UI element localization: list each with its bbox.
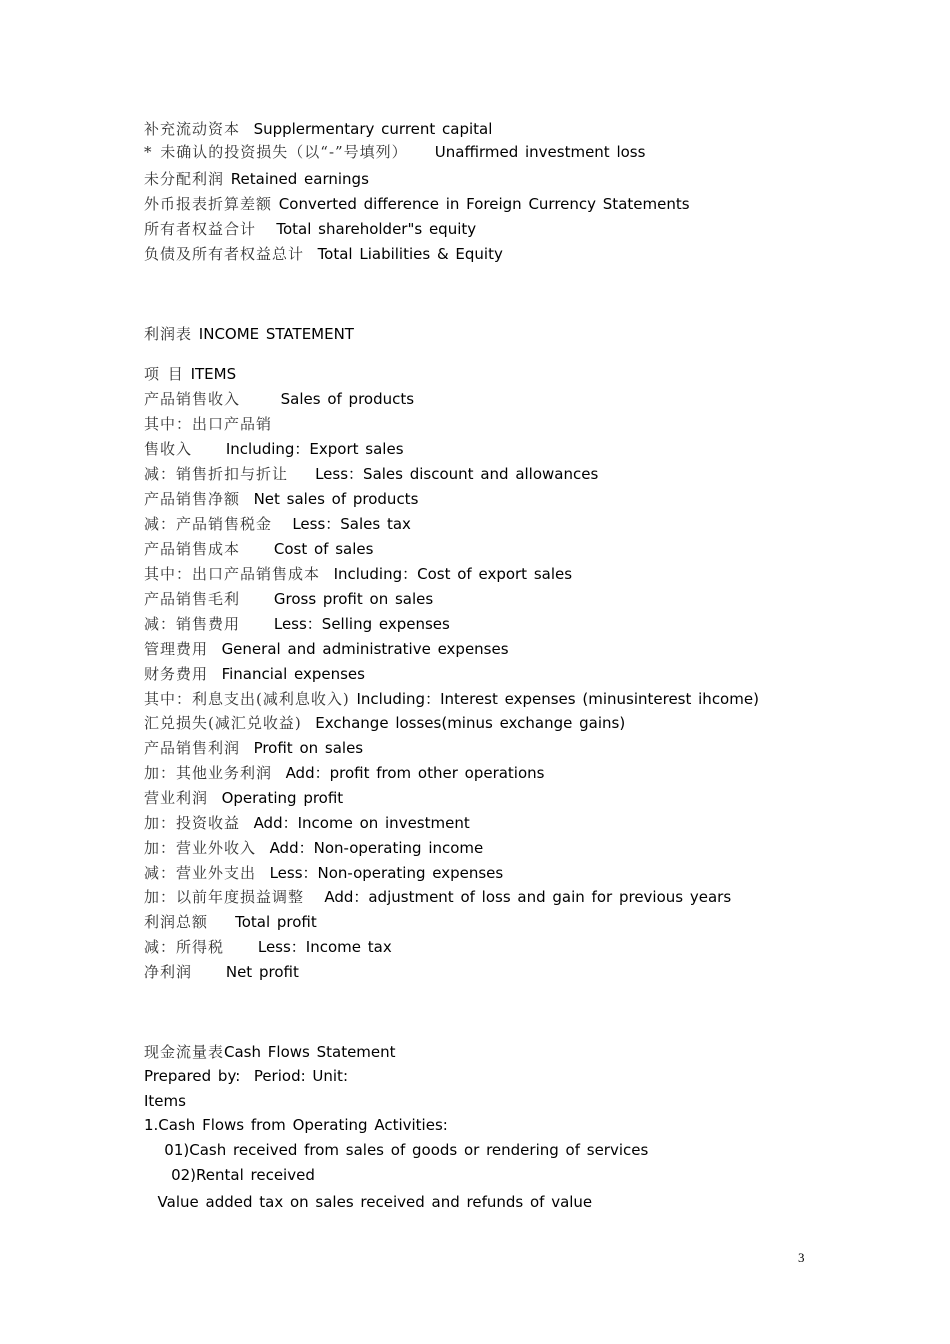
cash-flows-line: Prepared by: Period: Unit: — [144, 1067, 348, 1085]
income-line — [144, 514, 411, 534]
zh-term: 减：所得税 — [144, 938, 225, 956]
en-term: Net profit — [225, 963, 299, 981]
en-term: Total profit — [235, 913, 317, 931]
income-line — [144, 713, 625, 733]
income-line — [144, 564, 572, 584]
en-term: Including：Cost of export sales — [333, 565, 573, 583]
zh-term: 财务费用 — [144, 665, 209, 683]
income-line — [144, 589, 433, 609]
en-heading: INCOME STATEMENT — [198, 325, 354, 343]
en-term: Including：Interest expenses (minusinterest ihcome) — [356, 690, 759, 708]
income-line — [144, 763, 544, 783]
en-term: Total shareholder"s equity — [276, 220, 477, 238]
income-line — [144, 414, 272, 434]
cash-flows-heading — [144, 1042, 396, 1062]
en-term: Retained earnings — [230, 170, 369, 188]
en-term: Add：Non-operating income — [269, 839, 484, 857]
cash-flows-line: Items — [144, 1092, 186, 1110]
zh-term: 净利润 — [144, 963, 193, 981]
zh-term: 产品销售利润 — [144, 739, 241, 757]
en-term: Sales of products — [280, 390, 415, 408]
zh-term: 未分配利润 — [144, 170, 225, 188]
cash-flows-line: 02)Rental received — [144, 1166, 315, 1184]
income-line — [144, 389, 414, 409]
cash-flows-line: 1.Cash Flows from Operating Activities: — [144, 1116, 448, 1134]
zh-term: 补充流动资本 — [144, 120, 241, 138]
en-term: Add：Income on investment — [253, 814, 470, 832]
zh-term: 加：营业外收入 — [144, 839, 257, 857]
zh-term: 外币报表折算差额 — [144, 195, 273, 213]
income-line — [144, 664, 365, 684]
zh-term: 产品销售成本 — [144, 540, 241, 558]
balance-line — [144, 244, 503, 264]
income-line — [144, 364, 236, 384]
en-term: Net sales of products — [253, 490, 419, 508]
zh-term: 其中：出口产品销售成本 — [144, 565, 321, 583]
en-term: Financial expenses — [221, 665, 365, 683]
balance-line — [144, 119, 492, 139]
income-line — [144, 887, 731, 907]
cash-flows-line: 01)Cash received from sales of goods or rendering of services — [144, 1141, 649, 1159]
en-term: Add：profit from other operations — [285, 764, 545, 782]
income-line — [144, 788, 343, 808]
en-term: Add：adjustment of loss and gain for previous years — [324, 888, 732, 906]
en-term: Operating profit — [221, 789, 344, 807]
en-term: ITEMS — [190, 365, 237, 383]
zh-term: 售收入 — [144, 440, 193, 458]
balance-line — [144, 194, 690, 214]
income-line — [144, 489, 418, 509]
en-term: Exchange losses(minus exchange gains) — [315, 714, 626, 732]
en-term: Less：Income tax — [257, 938, 392, 956]
en-term: Less：Selling expenses — [273, 615, 450, 633]
en-heading: Cash Flows Statement — [224, 1043, 396, 1061]
income-line — [144, 614, 450, 634]
zh-term: 汇兑损失(减汇兑收益) — [144, 714, 302, 732]
en-term: Including：Export sales — [225, 440, 404, 458]
zh-term: 加：投资收益 — [144, 814, 241, 832]
income-line — [144, 689, 759, 709]
income-line — [144, 738, 363, 758]
zh-term: 加：其他业务利润 — [144, 764, 273, 782]
income-line — [144, 439, 404, 459]
zh-term: 所有者权益合计 — [144, 220, 257, 238]
zh-term: 利润总额 — [144, 913, 209, 931]
en-term: Gross profit on sales — [273, 590, 434, 608]
zh-term: 减：销售折扣与折让 — [144, 465, 289, 483]
zh-term: 加：以前年度损益调整 — [144, 888, 305, 906]
zh-term: 产品销售净额 — [144, 490, 241, 508]
en-term: General and administrative expenses — [221, 640, 509, 658]
en-term: Converted difference in Foreign Currency Statements — [278, 195, 690, 213]
balance-line — [144, 142, 645, 162]
income-line — [144, 838, 483, 858]
en-term: Less：Sales discount and allowances — [315, 465, 599, 483]
zh-term: 产品销售毛利 — [144, 590, 241, 608]
income-line — [144, 639, 509, 659]
income-line — [144, 863, 503, 883]
zh-term: 营业利润 — [144, 789, 209, 807]
balance-line — [144, 169, 369, 189]
income-statement-heading — [144, 324, 354, 344]
zh-term: 其中：利息支出(减利息收入) — [144, 690, 350, 708]
cash-flows-line: Value added tax on sales received and refunds of value — [144, 1193, 593, 1211]
zh-term: * 未确认的投资损失（以“-”号填列） — [144, 143, 408, 161]
zh-term: 产品销售收入 — [144, 390, 241, 408]
en-term: Less：Non-operating expenses — [269, 864, 504, 882]
en-term: Profit on sales — [253, 739, 364, 757]
zh-heading: 现金流量表 — [144, 1043, 225, 1061]
zh-term: 减：销售费用 — [144, 615, 241, 633]
income-line — [144, 464, 598, 484]
zh-term: 减：产品销售税金 — [144, 515, 273, 533]
income-line — [144, 937, 392, 957]
income-line — [144, 912, 317, 932]
en-term: Supplermentary current capital — [253, 120, 493, 138]
balance-line — [144, 219, 476, 239]
income-line — [144, 962, 299, 982]
page-number: 3 — [798, 1250, 805, 1265]
zh-term: 管理费用 — [144, 640, 209, 658]
income-line — [144, 813, 470, 833]
en-term: Less：Sales tax — [292, 515, 411, 533]
zh-term: 减：营业外支出 — [144, 864, 257, 882]
en-term: Cost of sales — [273, 540, 374, 558]
zh-term: 负债及所有者权益总计 — [144, 245, 305, 263]
en-term: Unaffirmed investment loss — [434, 143, 646, 161]
income-line — [144, 539, 373, 559]
zh-heading: 利润表 — [144, 325, 193, 343]
zh-term: 其中：出口产品销 — [144, 415, 273, 433]
zh-term: 项 目 — [144, 365, 184, 383]
en-term: Total Liabilities & Equity — [317, 245, 503, 263]
